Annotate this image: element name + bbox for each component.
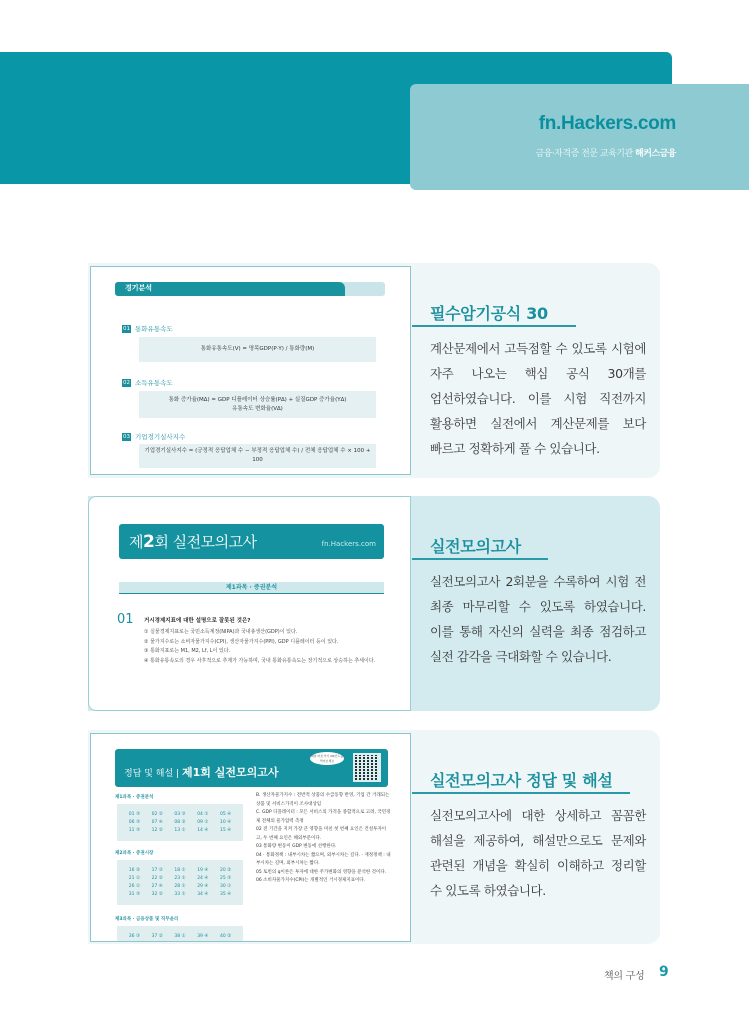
exam-title — [129, 531, 257, 552]
title-underline — [412, 558, 548, 560]
answer: 39 ④ — [197, 934, 209, 939]
formula-box — [139, 444, 376, 468]
formula-number: 01 — [123, 326, 130, 332]
thumbnail-answers — [90, 733, 411, 942]
thumbnail-formulas — [90, 266, 411, 475]
answer: 03 ③ — [174, 812, 186, 817]
exam-title-suffix: 회 실전모의고사 — [154, 533, 257, 551]
formula-number: 02 — [123, 380, 130, 386]
answer: 35 ④ — [219, 892, 232, 897]
answer: 13 ① — [174, 828, 186, 833]
site-tagline — [535, 146, 676, 159]
explanation: C. GDP 디플레이터 : 모든 서비스의 가격을 종합적으로 고려, 국민경제 전체의 물가압력 측정 — [256, 810, 391, 824]
formula-box — [139, 337, 376, 362]
answer: 01 ③ — [128, 812, 140, 817]
formula-label: 소득유통속도 — [135, 379, 173, 387]
section-body: 실전모의고사에 대한 상세하고 꼼꼼한 해설을 제공하여, 해설만으로도 문제와 관련된 개념을 확실히 이해하고 정리할 수 있도록 하였습니다. — [430, 808, 646, 898]
answer: 06 ③ — [128, 820, 140, 825]
answer: 25 ③ — [219, 876, 232, 881]
formula-text: 통화 증가율(M∆) = GDP 디플레이터 상승률(P∆) + 실질GDP 증가율(Y∆) — [168, 396, 347, 403]
option: ② 물가지수로는 소비자물가지수(CPI), 생산자물가지수(PPI), GDP 디플레이터 등이 있다. — [144, 638, 339, 645]
answer: 20 ② — [219, 868, 232, 873]
answer: 37 ② — [151, 934, 163, 939]
answer: 16 ② — [128, 868, 140, 873]
formula-label: 통화유통속도 — [135, 325, 173, 333]
answer: 40 ② — [219, 934, 232, 939]
question-options — [144, 628, 389, 666]
answers-header — [115, 749, 388, 787]
question-text: 거시경제지표에 대한 설명으로 잘못된 것은? — [144, 618, 251, 624]
exam-subject: 제1과목 · 증권분석 — [119, 582, 384, 594]
formula-item-label — [122, 324, 173, 333]
formula-item-label — [122, 432, 185, 441]
explanation: 02 전 기간을 지켜 가장 큰 영향을 미친 첫 번째 요인은 건설투자이고, 두 번째 요인은 해외부문이다. — [256, 827, 387, 841]
explanation: 03 통화량 변동이 GDP 변동에 선행한다. — [256, 844, 337, 849]
speech-bubble: 해설 바로가기 QR코드를 찍어보세요 — [310, 752, 344, 765]
answer: 07 ④ — [151, 820, 163, 825]
formula-text: 기업경기실사지수 = (긍정적 응답업체 수 − 부정적 응답업체 수) / 전체 응답업체 수 × 100 + 100 — [144, 448, 371, 463]
thumb-header-text: 경기분석 — [125, 284, 153, 292]
answer: 30 ① — [219, 884, 232, 889]
subject-label: 제2과목 · 증권시장 — [115, 851, 154, 856]
section-body: 계산문제에서 고득점할 수 있도록 시험에 자주 나오는 핵심 공식 30개를 엄선하였습니다. 이를 시험 직전까지 활용하면 실전에서 계산문제를 보다 빠르고 정확하게 풀 수 있습니다. — [430, 341, 646, 456]
answer: 21 ① — [128, 876, 140, 881]
formula-box — [139, 391, 376, 418]
formula-text: 통화유통속도(V) = 명목GDP(P·Y) / 통화량(M) — [200, 346, 315, 352]
answer: 12 ② — [151, 828, 163, 833]
answer: 05 ④ — [219, 812, 232, 817]
answer: 34 ④ — [197, 892, 209, 897]
section-mock-exam — [88, 496, 660, 711]
option: ① 실물경제지표로는 국민소득계정(NIPA)과 국내총생산(GDP)이 있다. — [144, 629, 298, 635]
tagline-brand: 해커스금융 — [635, 149, 676, 159]
header-banner-light — [410, 84, 749, 190]
title-underline — [412, 792, 630, 794]
section-answers — [88, 730, 660, 944]
section-title: 실전모의고사 — [430, 537, 521, 556]
option: ③ 통화지표로는 M1, M2, Lf, L이 있다. — [144, 648, 231, 654]
section-formulas — [88, 263, 660, 478]
answer: 15 ④ — [219, 828, 232, 833]
answer: 02 ② — [151, 812, 163, 817]
answer: 04 ① — [197, 812, 209, 817]
exam-header — [119, 524, 384, 559]
section-title: 실전모의고사 정답 및 해설 — [430, 771, 613, 790]
answer: 27 ④ — [151, 884, 163, 889]
answer: 38 ① — [174, 934, 186, 939]
answer: 19 ④ — [197, 868, 209, 873]
answers-title — [124, 764, 278, 780]
formula-number: 03 — [123, 434, 130, 440]
exam-title-prefix: 제 — [129, 533, 143, 551]
answer: 26 ① — [128, 884, 140, 889]
answer-grid — [117, 926, 243, 942]
question-number: 01 — [117, 612, 134, 627]
tagline-prefix: 금융·자격증 전문 교육기관 — [535, 149, 636, 159]
thumbnail-mock-exam — [88, 496, 411, 711]
section-title: 필수암기공식 30 — [430, 304, 548, 323]
exam-title-num: 2 — [143, 532, 155, 552]
explanation: B. 생산자물가지수 : 전반적 상품의 수급동향 반영, 기업 간 거래되는 상품 및 서비스가격이 조사대상임 — [256, 793, 390, 807]
answer: 17 ③ — [151, 868, 163, 873]
explanation: 06 소비자물가지수(CPI)는 개별적인 거시경제지표이다. — [256, 878, 366, 883]
footer-section-label: 책의 구성 — [604, 971, 645, 982]
answer: 32 ② — [151, 892, 163, 897]
answer: 24 ④ — [197, 876, 209, 881]
section-body: 실전모의고사 2회분을 수록하여 시험 전 최종 마무리할 수 있도록 하였습니다. 이를 통해 자신의 실력을 최종 점검하고 실전 감각을 극대화할 수 있습니다. — [430, 574, 646, 664]
answer: 28 ① — [174, 884, 186, 889]
title-underline — [412, 325, 576, 327]
page-number: 9 — [659, 964, 669, 980]
explanations — [256, 792, 391, 886]
answer: 18 ① — [174, 868, 186, 873]
explanation: 05 토빈의 q이론은 투자에 대한 주가변화의 영향을 분석한 것이다. — [256, 869, 387, 875]
option: ④ 통화유통속도의 경우 사후적으로 추계가 가능하며, 국내 통화유통속도는 장기적으로 상승하는 추세이다. — [144, 657, 376, 664]
exam-url: fn.Hackers.com — [321, 540, 376, 548]
answer: 23 ① — [174, 876, 186, 881]
answer: 10 ④ — [219, 820, 232, 825]
thumb-header-bar — [115, 282, 345, 296]
answer: 11 ③ — [128, 828, 140, 833]
answer-grid — [117, 860, 243, 905]
thumb-header — [115, 282, 385, 296]
answer-grid — [117, 804, 243, 841]
answer: 29 ④ — [197, 884, 209, 889]
answer: 33 ① — [174, 892, 186, 897]
formula-item-label — [122, 378, 173, 387]
qr-code-icon — [353, 753, 381, 782]
answers-title-prefix: 정답 및 해설 | — [124, 769, 182, 779]
answers-title-main: 제1회 실전모의고사 — [181, 766, 279, 779]
answer: 22 ② — [151, 876, 163, 881]
formula-label: 기업경기실사지수 — [135, 433, 186, 441]
subject-label: 제1과목 · 증권분석 — [115, 795, 154, 800]
subject-label: 제3과목 · 금융상품 및 직무윤리 — [115, 917, 179, 922]
answer: 36 ③ — [128, 934, 140, 939]
formula-text: 유통속도 변화율(V∆) — [232, 405, 283, 412]
site-url: fn.Hackers.com — [538, 113, 676, 134]
answer: 14 ④ — [197, 828, 209, 833]
explanation: 04 · 통화정책 : 내부시차는 짧으며, 외부시차는 길다. · 재정정책 : 내부시차는 길며, 외부시차는 짧다. — [256, 852, 391, 866]
answer: 09 ① — [197, 820, 209, 825]
answer: 31 ③ — [128, 892, 140, 897]
answer: 08 ② — [174, 820, 186, 825]
